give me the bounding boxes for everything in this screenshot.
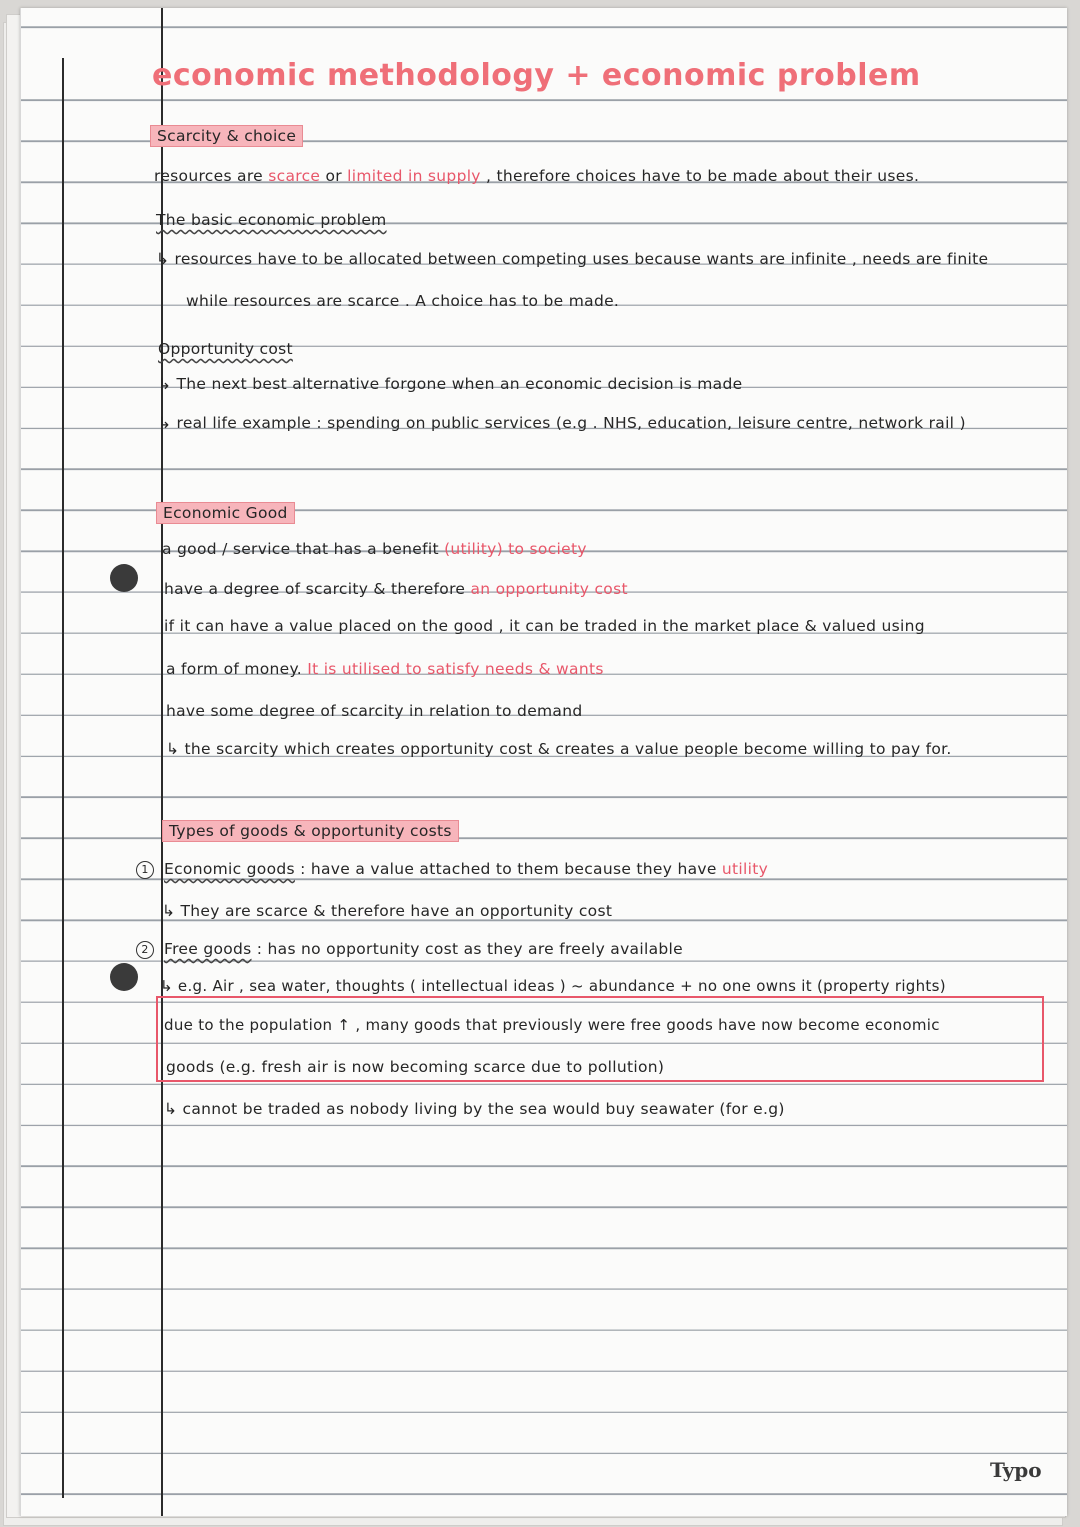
page-title: economic methodology + economic problem (152, 58, 921, 93)
note-line: ↳ cannot be traded as nobody living by the sea would buy seawater (for e.g) (164, 1100, 785, 1118)
heading-highlight: Types of goods & opportunity costs (162, 820, 459, 842)
note-line: ↳ They are scarce & therefore have an opportunity cost (162, 902, 613, 920)
note-line (136, 860, 768, 879)
note-line (154, 167, 919, 185)
pink-text: (utility) to society (444, 540, 587, 558)
number-circle: 1 (136, 861, 154, 879)
note-line: ↳ The next best alternative forgone when an economic decision is made (158, 375, 743, 393)
note-line: while resources are scarce . A choice has to be made. (186, 292, 620, 310)
text: : has no opportunity cost as they are freely available (251, 940, 683, 958)
back-sheet-edge (62, 58, 64, 1498)
note-line: ↳ resources have to be allocated between competing uses because wants are infinite , needs are finite (156, 250, 989, 268)
text: have a degree of scarcity & therefore (164, 580, 471, 598)
note-line: ↳ real life example : spending on public services (e.g . NHS, education, leisure centre, network rail ) (158, 414, 966, 432)
text: or (320, 167, 348, 185)
watermark-logo: Typo (990, 1458, 1042, 1482)
note-line: ↳ e.g. Air , sea water, thoughts ( intellectual ideas ) ~ abundance + no one owns it (property rights) (160, 977, 946, 995)
pink-text: an opportunity cost (470, 580, 628, 598)
text: resources are (154, 167, 269, 185)
pink-text: scarce (268, 167, 321, 185)
text: a good / service that has a benefit (162, 540, 445, 558)
pink-text: It is utilised to satisfy needs & wants (307, 660, 604, 678)
note-line (164, 580, 628, 598)
pink-text: limited in supply (347, 167, 481, 185)
subheading-basic-problem: The basic economic problem (156, 211, 387, 229)
note-line: have some degree of scarcity in relation to demand (166, 702, 583, 720)
note-line: due to the population ↑ , many goods that previously were free goods have now become economic (164, 1016, 940, 1034)
section-heading-scarcity (150, 127, 303, 145)
note-line (136, 940, 683, 959)
notebook-page (20, 8, 1067, 1516)
number-circle: 2 (136, 941, 154, 959)
text: , therefore choices have to be made about their uses. (480, 167, 920, 185)
heading-highlight: Scarcity & choice (150, 125, 303, 147)
term: Economic goods (164, 860, 295, 878)
note-line: ↳ the scarcity which creates opportunity cost & creates a value people become willing to pay for. (166, 740, 952, 758)
section-heading-opportunity-cost: Opportunity cost (158, 340, 293, 358)
note-line: goods (e.g. fresh air is now becoming scarce due to pollution) (166, 1058, 665, 1076)
term: Free goods (164, 940, 252, 958)
section-heading-economic-good (156, 504, 295, 522)
text: a form of money. (166, 660, 308, 678)
heading-highlight: Economic Good (156, 502, 295, 524)
text: : have a value attached to them because they have (294, 860, 722, 878)
pink-text: utility (721, 860, 769, 878)
section-heading-types-of-goods (162, 822, 459, 840)
punch-hole (110, 564, 138, 592)
note-line: if it can have a value placed on the good , it can be traded in the market place & valued using (164, 617, 925, 635)
punch-hole (110, 963, 138, 991)
margin-line (161, 8, 163, 1516)
note-line (162, 540, 587, 558)
note-line (166, 660, 604, 678)
